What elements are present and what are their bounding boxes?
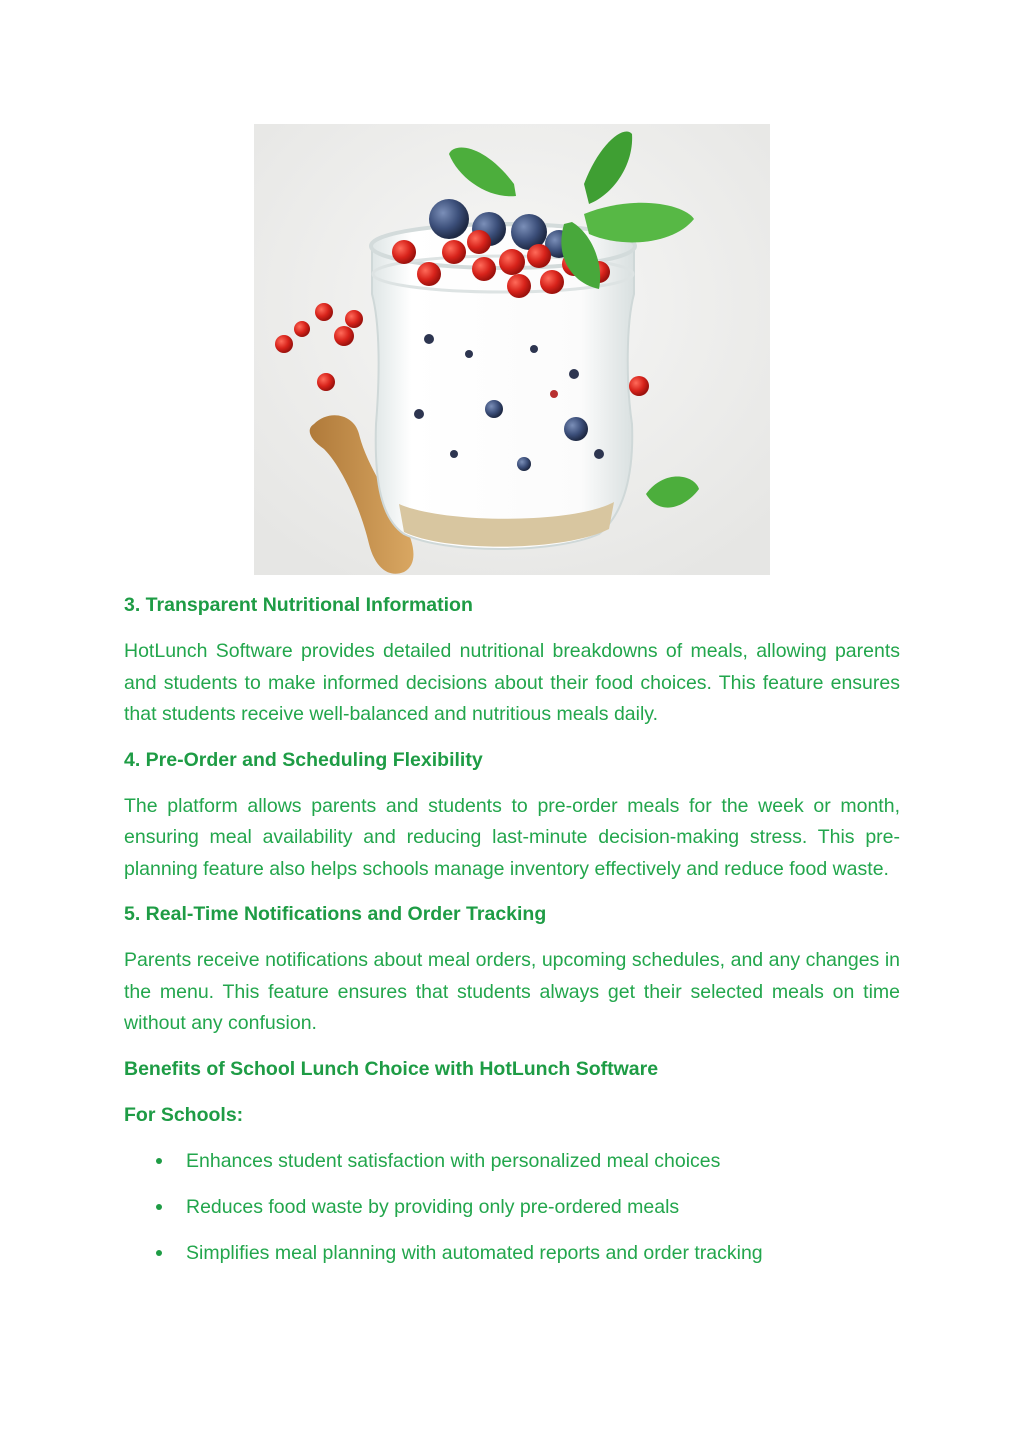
section-paragraph: HotLunch Software provides detailed nutritional breakdowns of meals, allowing parents and students to make informed decisions about their food choices. This feature ensures that students receive well-balanced and nutritious meals daily. <box>124 640 900 725</box>
section-pre-order <box>124 745 900 886</box>
bullet-icon <box>156 1158 162 1164</box>
benefits-list <box>124 1146 900 1268</box>
benefits-section <box>124 1054 900 1268</box>
benefits-heading: Benefits of School Lunch Choice with HotLunch Software <box>124 1057 659 1080</box>
section-paragraph: Parents receive notifications about meal orders, upcoming schedules, and any changes in the menu. This feature ensures that students always get their selected meals on time without any confusion. <box>124 949 900 1034</box>
section-paragraph: The platform allows parents and students to pre-order meals for the week or month, ensuring meal availability and reducing last-minute decision-making stress. This pre-planning feature also helps schools manage inventory effectively and reduce food waste. <box>124 794 900 880</box>
list-item-text: Reduces food waste by providing only pre-ordered meals <box>186 1195 680 1218</box>
bullet-icon <box>156 1204 162 1210</box>
list-item-text: Simplifies meal planning with automated reports and order tracking <box>186 1241 763 1264</box>
list-item <box>124 1192 900 1222</box>
list-item <box>124 1146 900 1176</box>
benefits-subheading: For Schools: <box>124 1103 244 1126</box>
article-body <box>124 590 900 1284</box>
yogurt-parfait-photo <box>254 124 770 575</box>
section-heading: 5. Real-Time Notifications and Order Tracking <box>124 903 547 925</box>
section-notifications <box>124 899 900 1040</box>
bullet-icon <box>156 1250 162 1256</box>
section-heading: 4. Pre-Order and Scheduling Flexibility <box>124 748 483 771</box>
list-item <box>124 1238 900 1268</box>
section-nutritional-info <box>124 590 900 731</box>
section-heading: 3. Transparent Nutritional Information <box>124 594 473 616</box>
list-item-text: Enhances student satisfaction with personalized meal choices <box>186 1149 721 1172</box>
